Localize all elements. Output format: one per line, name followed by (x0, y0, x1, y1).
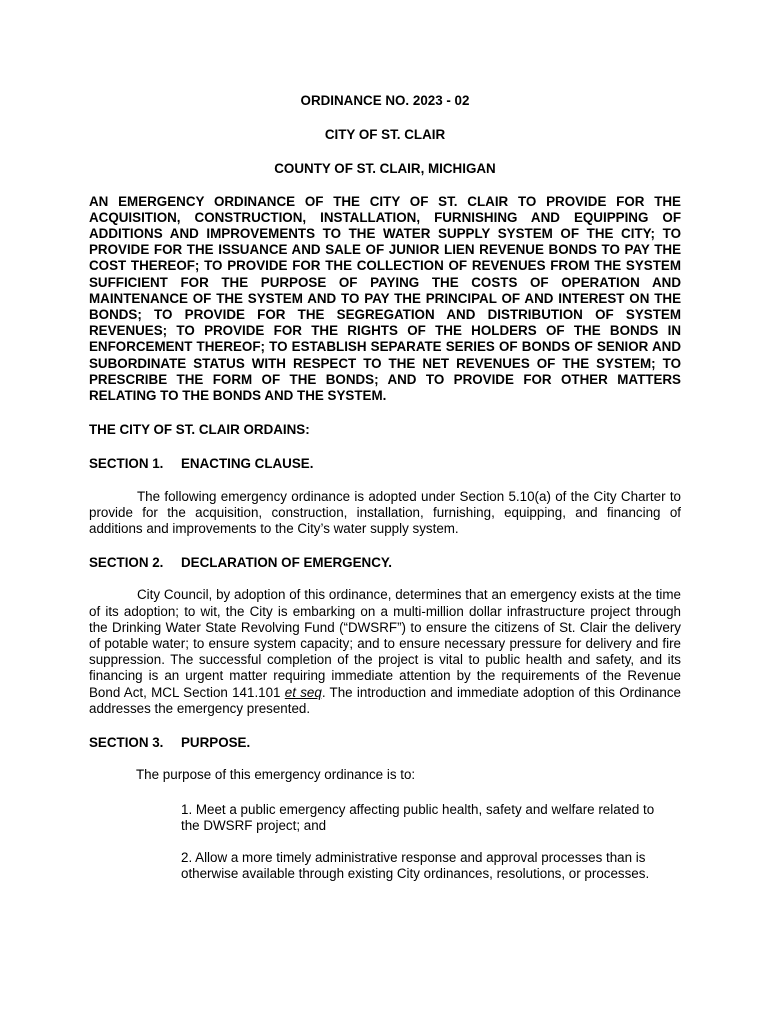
section-3-heading (89, 735, 681, 751)
section-1-heading (89, 456, 681, 472)
section-3-title: PURPOSE. (181, 735, 251, 751)
section-2-body-part2: . The introduction and immediate adoption of this Ordinance addresses the emergency presented. (89, 684, 681, 716)
purpose-item-2: 2. Allow a more timely administrative response and approval processes than is otherwise available through existing City ordinances, resolutions, or processes. (181, 849, 650, 882)
section-3-number: SECTION 3. (89, 735, 164, 751)
city-name: CITY OF ST. CLAIR (324, 127, 446, 143)
purpose-item-1: 1. Meet a public emergency affecting public health, safety and welfare related to the DWSRF project; and (181, 801, 655, 833)
section-1-title: ENACTING CLAUSE. (181, 456, 314, 472)
section-2-title: DECLARATION OF EMERGENCY. (181, 555, 393, 571)
section-2-et-seq: et seq (284, 684, 322, 700)
document-content (89, 93, 681, 898)
section-2-body (89, 587, 681, 717)
section-1-body: The following emergency ordinance is adopted under Section 5.10(a) of the City Charter to provide for the acquisition, construction, installation, furnishing, equipping, and financing of additions and improvements to the City’s water supply system. (89, 488, 681, 537)
section-2-body-part1: City Council, by adoption of this ordinance, determines that an emergency exists at the time of its adoption; to wit, the City is embarking on a multi-million dollar infrastructure project through the Drinking Water State Revolving Fund (“DWSRF”) to ensure the citizens of St. Clair the delivery of potable water; to ensure system capacity; and to ensure necessary pressure for delivery and fire suppression. The successful completion of the project is vital to public health and safety, and its financing is an urgent matter requiring immediate attention by the requirements of the Revenue Bond Act, MCL Section 141.101 (89, 587, 681, 700)
section-2-heading (89, 555, 681, 571)
section-3-intro: The purpose of this emergency ordinance is to: (136, 767, 416, 783)
ordains-clause: THE CITY OF ST. CLAIR ORDAINS: (89, 422, 310, 438)
ordinance-number: ORDINANCE NO. 2023 - 02 (300, 93, 470, 108)
section-1-number: SECTION 1. (89, 456, 164, 472)
ordinance-title: AN EMERGENCY ORDINANCE OF THE CITY OF ST. CLAIR TO PROVIDE FOR THE ACQUISITION, CONSTRUCTION, INSTALLATION, FURNISHING AND EQUIPPING OF ADDITIONS AND IMPROVEMENTS TO THE WATER SUPPLY SYSTEM OF THE CITY; TO PROVIDE FOR THE ISSUANCE AND SALE OF JUNIOR LIEN REVENUE BONDS TO PAY THE COST THEREOF; TO PROVIDE FOR THE COLLECTION OF REVENUES FROM THE SYSTEM SUFFICIENT FOR THE PURPOSE OF PAYING THE COSTS OF OPERATION AND MAINTENANCE OF THE SYSTEM AND TO PAY THE PRINCIPAL OF AND INTEREST ON THE BONDS; TO PROVIDE FOR THE SEGREGATION AND DISTRIBUTION OF SYSTEM REVENUES; TO PROVIDE FOR THE RIGHTS OF THE HOLDERS OF THE BONDS IN ENFORCEMENT THEREOF; TO ESTABLISH SEPARATE SERIES OF BONDS OF SENIOR AND SUBORDINATE STATUS WITH RESPECT TO THE NET REVENUES OF THE SYSTEM; TO PRESCRIBE THE FORM OF THE BONDS; AND TO PROVIDE FOR OTHER MATTERS RELATING TO THE BONDS AND THE SYSTEM. (89, 193, 681, 404)
section-2-number: SECTION 2. (89, 555, 164, 571)
county-name: COUNTY OF ST. CLAIR, MICHIGAN (274, 161, 496, 177)
